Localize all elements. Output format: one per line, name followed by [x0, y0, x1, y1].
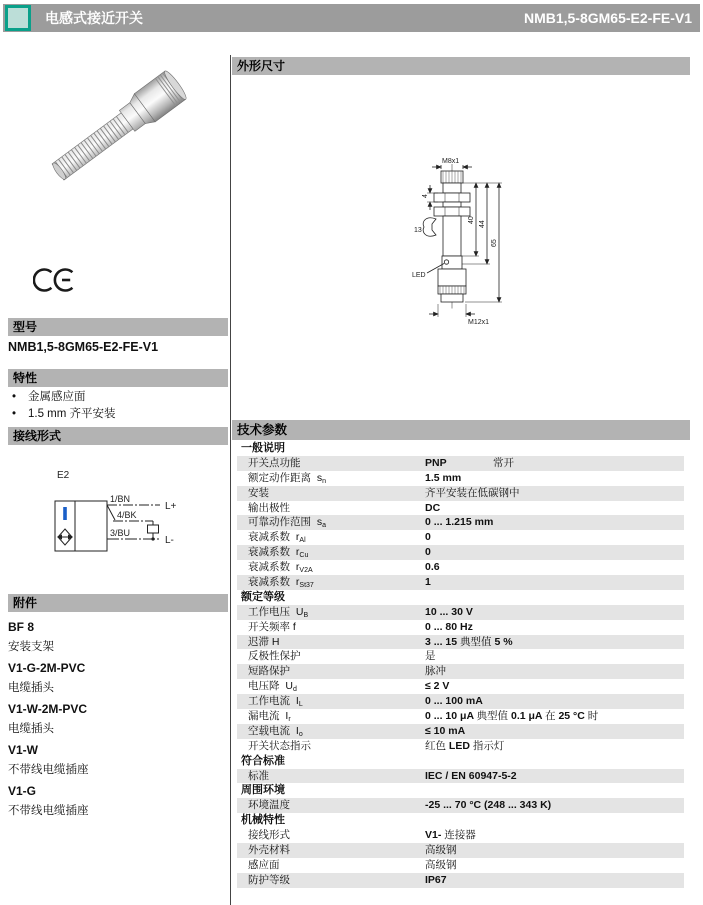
spec-row	[237, 486, 684, 501]
spec-label: 衰减系数 $r_{V2A}$	[248, 561, 313, 575]
spec-value: 1	[425, 576, 431, 589]
wire3-label: 3/BU	[110, 528, 131, 538]
ce-mark-icon	[33, 265, 75, 295]
accessory-code: V1-G-2M-PVC	[8, 661, 86, 675]
nut-thickness-label: 4	[422, 194, 429, 198]
section-header-wiring: 接线形式	[8, 427, 228, 445]
spec-label: 可靠动作范围 $s_a$	[248, 516, 327, 530]
spec-label: 电压降 $U_d$	[248, 680, 297, 694]
length-40-label: 40	[468, 216, 475, 224]
top-header-bar	[3, 4, 700, 32]
spec-row	[237, 828, 684, 843]
spec-label: 标准	[248, 769, 269, 782]
spec-row	[237, 515, 684, 530]
sensor-family-icon	[5, 5, 31, 31]
spec-label: 开关状态指示	[248, 739, 311, 752]
spec-row	[237, 530, 684, 545]
spec-value: 高级钢	[425, 858, 457, 871]
spec-row	[237, 709, 684, 724]
length-65-label: 65	[491, 239, 498, 247]
accessory-description: 电缆插头	[8, 682, 54, 694]
spec-value: DC	[425, 501, 441, 514]
column-divider	[230, 55, 231, 905]
spec-row	[237, 679, 684, 694]
spec-value: 0 ... 1.215 mm	[425, 516, 494, 529]
spec-value: 0.6	[425, 561, 440, 574]
spec-row	[237, 471, 684, 486]
spec-label: 开关频率 f	[248, 620, 296, 633]
wrench-size-label: 13	[414, 227, 422, 234]
spec-label: 开关点功能	[248, 456, 301, 469]
section-header-tech: 技术参数	[232, 420, 690, 440]
spec-value: ≤ 10 mA	[425, 724, 466, 737]
spec-label: 衰减系数 $r_{St37}$	[248, 576, 314, 590]
spec-section-header: 额定等级	[241, 590, 285, 603]
spec-row	[237, 694, 684, 709]
sensor-body-outline	[55, 501, 107, 551]
spec-row	[237, 843, 684, 858]
bullet-icon: •	[12, 391, 17, 403]
spec-row	[237, 456, 684, 471]
accessories-list	[8, 614, 223, 819]
spec-value: 0 ... 10 μA 典型值 0.1 μA 在 25 °C 时	[425, 710, 599, 723]
spec-value: 0 ... 100 mA	[425, 695, 483, 708]
spec-value: 1.5 mm	[425, 471, 462, 484]
spec-value: 红色 LED 指示灯	[425, 739, 505, 752]
spec-label: 衰减系数 $r_{Cu}$	[248, 546, 309, 560]
spec-label: 短路保护	[248, 665, 290, 678]
spec-row	[237, 798, 684, 813]
feature-item: • 1.5 mm 齐平安装	[10, 406, 225, 423]
spec-section-header: 机械特性	[241, 814, 285, 827]
length-44-label: 44	[479, 220, 486, 228]
minus-label: L-	[165, 535, 174, 546]
spec-value: 齐平安装在低碳钢中	[425, 486, 520, 499]
spec-label: 防护等级	[248, 873, 290, 886]
spec-row	[237, 620, 684, 635]
accessory-code: V1-W	[8, 743, 38, 757]
model-number: NMB1,5-8GM65-E2-FE-V1	[8, 340, 159, 354]
section-header-model: 型号	[8, 318, 228, 336]
section-header-features: 特性	[8, 369, 228, 387]
section-header-accessories: 附件	[8, 594, 228, 612]
accessory-description: 不带线电缆插座	[8, 805, 89, 817]
sensor-output-symbol	[63, 507, 67, 520]
spec-value: IEC / EN 60947-5-2	[425, 769, 517, 782]
spec-value: 脉冲	[425, 665, 446, 678]
led-indicator	[444, 260, 448, 264]
hex-nut-2	[434, 207, 470, 216]
spec-label: 环境温度	[248, 799, 290, 812]
inductive-sensor-symbol	[58, 529, 72, 545]
spec-label: 工作电压 $U_B$	[248, 605, 309, 619]
accessory-description: 安装支架	[8, 641, 54, 653]
spec-label: 工作电流 $I_L$	[248, 695, 303, 709]
wiring-variant-label: E2	[57, 470, 70, 481]
spec-section-header: 符合标准	[241, 754, 285, 767]
spec-row	[237, 501, 684, 516]
bottom-thread-label: M12x1	[468, 319, 490, 326]
switch-contact	[107, 505, 115, 520]
spec-row	[237, 545, 684, 560]
features-list	[10, 389, 225, 423]
plus-label: L+	[165, 501, 177, 512]
spec-value: 是	[425, 650, 436, 663]
spec-label: 额定动作距离 $s_n$	[248, 471, 327, 485]
spec-row	[237, 605, 684, 620]
accessory-code: BF 8	[8, 620, 35, 634]
top-thread-label: M8x1	[442, 158, 460, 165]
feature-item: • 金属感应面	[10, 389, 225, 406]
spec-label: 外壳材料	[248, 844, 290, 857]
spec-row	[237, 739, 684, 754]
spec-label: 接线形式	[248, 829, 290, 842]
spec-value: V1- 连接器	[425, 829, 476, 842]
section-header-dimensions: 外形尺寸	[232, 57, 690, 75]
spec-value: 10 ... 30 V	[425, 605, 473, 618]
accessory-code: V1-G	[8, 784, 37, 798]
part-number: NMB1,5-8GM65-E2-FE-V1	[523, 10, 692, 26]
spec-label: 迟滞 H	[248, 635, 280, 648]
spec-row	[237, 724, 684, 739]
load-symbol	[148, 525, 159, 533]
spec-row	[237, 873, 684, 888]
spec-label: 反极性保护	[248, 650, 301, 663]
spec-value: 3 ... 15 典型值 5 %	[425, 635, 513, 648]
accessory-code: V1-W-2M-PVC	[8, 702, 88, 716]
spec-section-header: 周围环境	[241, 784, 285, 797]
spec-value: IP67	[425, 873, 447, 886]
wire2-label: 4/BK	[117, 510, 137, 520]
spec-section-header: 一般说明	[241, 442, 285, 454]
spec-row	[237, 635, 684, 650]
wrench-icon	[414, 218, 436, 236]
spec-value: -25 ... 70 °C (248 ... 343 K)	[425, 799, 552, 812]
spec-row	[237, 575, 684, 590]
wire1-label: 1/BN	[110, 494, 131, 504]
hex-nut-1	[434, 193, 470, 202]
product-category-title: 电感式接近开关	[45, 10, 143, 26]
spec-label: 感应面	[248, 858, 280, 871]
wiring-diagram	[25, 460, 205, 575]
spec-label: 空载电流 $I_o$	[248, 724, 303, 738]
product-photo	[30, 62, 205, 197]
spec-label: 漏电流 $I_r$	[248, 710, 291, 724]
spec-row	[237, 649, 684, 664]
spec-row	[237, 858, 684, 873]
dimension-drawing	[390, 140, 550, 335]
spec-row	[237, 769, 684, 784]
spec-value: 0	[425, 546, 431, 559]
spec-label: 安装	[248, 486, 269, 499]
spec-value: PNP 常开	[425, 456, 514, 469]
spec-value: 高级钢	[425, 844, 457, 857]
spec-value: 0 ... 80 Hz	[425, 620, 473, 633]
spec-label: 衰减系数 $r_{Al}$	[248, 531, 306, 545]
spec-label: 输出极性	[248, 501, 290, 514]
spec-value: ≤ 2 V	[425, 680, 450, 693]
spec-value: 0	[425, 531, 431, 544]
spec-table	[237, 441, 684, 888]
spec-row	[237, 664, 684, 679]
bullet-icon: •	[12, 408, 17, 420]
spec-row	[237, 560, 684, 575]
accessory-description: 不带线电缆插座	[8, 764, 89, 776]
led-label: LED	[412, 272, 426, 279]
accessory-description: 电缆插头	[8, 723, 54, 735]
